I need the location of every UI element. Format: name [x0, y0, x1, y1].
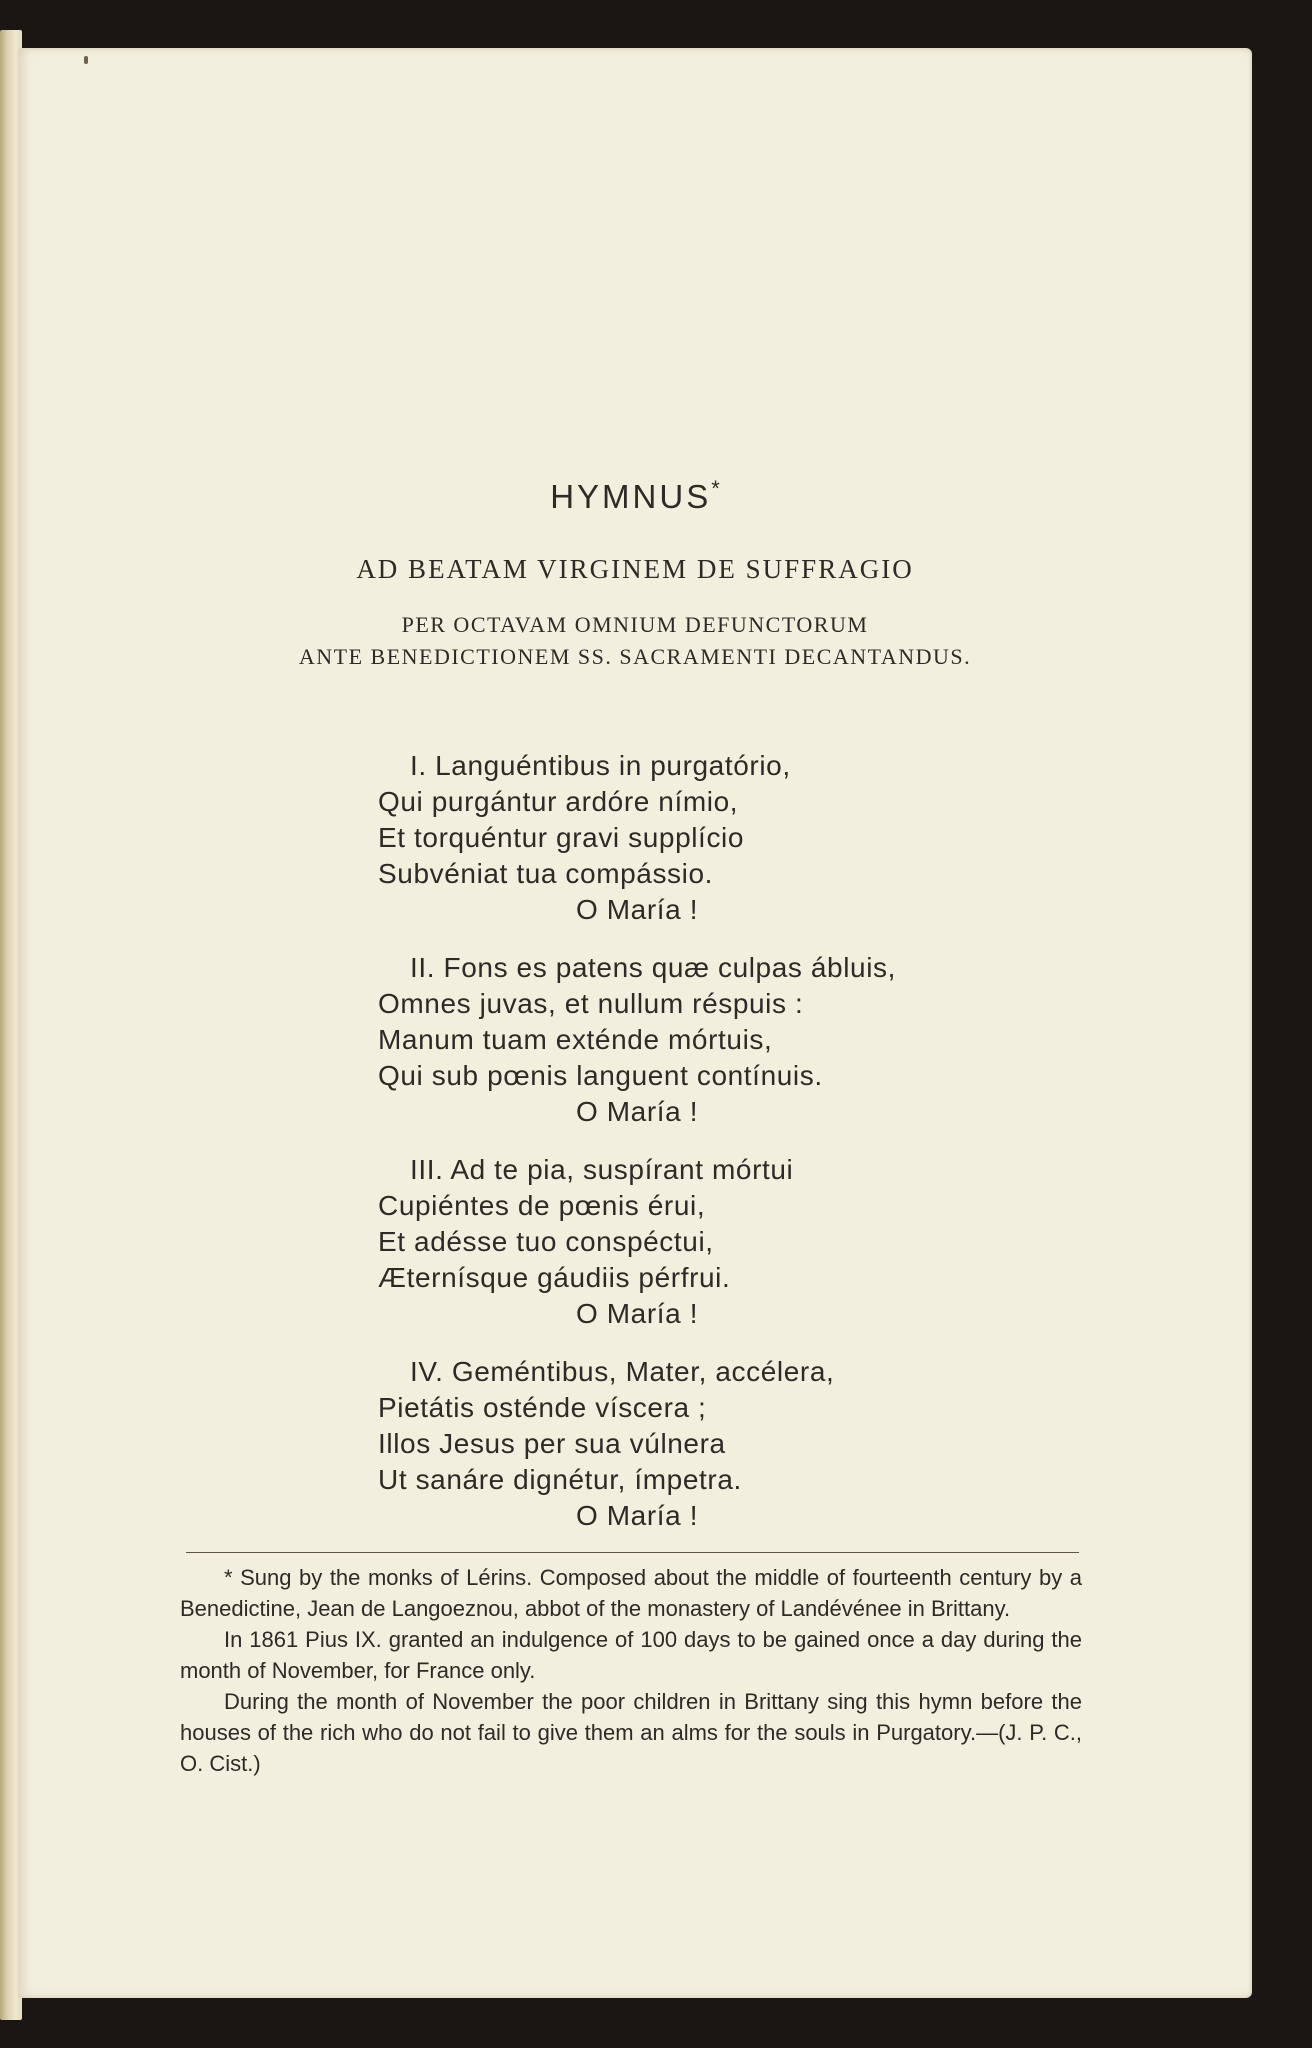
stanza-1 [378, 748, 998, 928]
footnote-mark: * [711, 476, 720, 501]
rubric-line-1: PER OCTAVAM OMNIUM DEFUNCTORUM [401, 612, 869, 637]
verse-line: Ut sanáre dignétur, ímpetra. [378, 1464, 742, 1495]
footnote-paragraph: In 1861 Pius IX. granted an indulgence of 100 days to be gained once a day during the month of November, for France only. [180, 1627, 1082, 1683]
book-page [18, 48, 1252, 1998]
verse-line: Et torquéntur gravi supplício [378, 822, 745, 853]
verse-line: III. Ad te pia, suspírant mórtui [410, 1154, 794, 1185]
verse-line: Qui purgántur ardóre nímio, [378, 786, 739, 817]
refrain: O María ! [576, 894, 699, 925]
hymn-subtitle: AD BEATAM VIRGINEM DE SUFFRAGIO [356, 554, 914, 584]
page-content [18, 48, 1252, 1998]
verse-line: IV. Geméntibus, Mater, accélera, [410, 1356, 835, 1387]
verse-line: Et adésse tuo conspéctui, [378, 1226, 714, 1257]
footnotes [180, 1562, 1082, 1779]
paper-speck [84, 56, 88, 64]
refrain: O María ! [576, 1298, 699, 1329]
verse-line: Cupiéntes de pœnis érui, [378, 1190, 706, 1221]
verse-line: Omnes juvas, et nullum réspuis : [378, 988, 804, 1019]
verse-line: Manum tuam exténde mórtuis, [378, 1024, 773, 1055]
verse-line: Subvéniat tua compássio. [378, 858, 714, 889]
stanza-3 [378, 1152, 998, 1332]
verse-line: I. Languéntibus in purgatório, [410, 750, 791, 781]
stanza-4 [378, 1354, 998, 1534]
verse-line: Illos Jesus per sua vúlnera [378, 1428, 726, 1459]
refrain: O María ! [576, 1096, 699, 1127]
hymn-title-text: HYMNUS [550, 478, 712, 515]
stanza-2 [378, 950, 998, 1130]
rubric-line-2: ANTE BENEDICTIONEM SS. SACRAMENTI DECANTANDUS. [298, 644, 972, 669]
verse-line: II. Fons es patens quæ culpas ábluis, [410, 952, 897, 983]
refrain: O María ! [576, 1500, 699, 1531]
verse-line: Qui sub pœnis languent contínuis. [378, 1060, 823, 1091]
footnote-paragraph: During the month of November the poor children in Brittany sing this hymn before the houses of the rich who do not fail to give them an alms for the souls in Purgatory.—(J. P. C., O. Cist.) [180, 1689, 1082, 1776]
verse-line: Pietátis osténde víscera ; [378, 1392, 707, 1423]
footnote-divider [186, 1552, 1079, 1553]
hymn-title [18, 476, 1252, 516]
footnote-paragraph: * Sung by the monks of Lérins. Composed about the middle of fourteenth century by a Benedictine, Jean de Langoeznou, abbot of the monastery of Landévénee in Brittany. [180, 1565, 1082, 1621]
verse-line: Æternísque gáudiis pérfrui. [378, 1262, 731, 1293]
